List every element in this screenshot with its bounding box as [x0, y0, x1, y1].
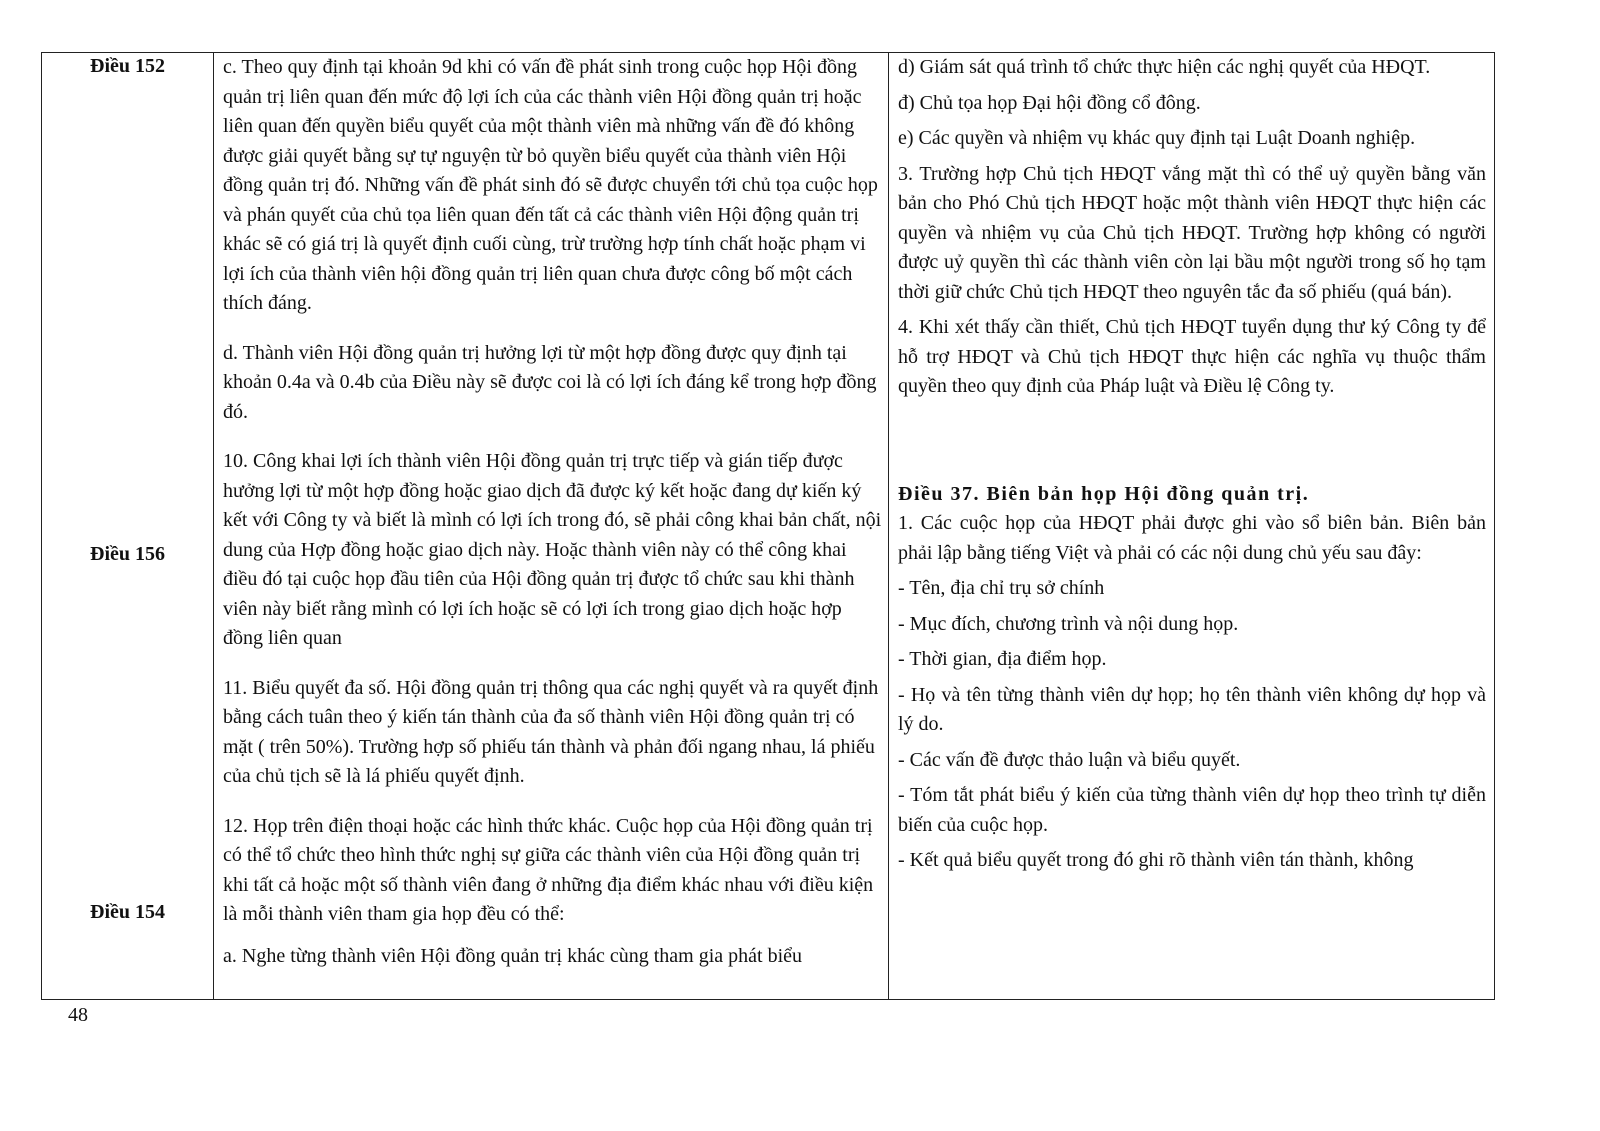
bullet-item: - Mục đích, chương trình và nội dung họp.: [898, 612, 1239, 635]
reference-column: [42, 53, 213, 999]
clause-c: c. Theo quy định tại khoản 9d khi có vấn đề phát sinh trong cuộc họp Hội đồng quản trị liên quan đến mức độ lợi ích của các thành viên Hội đồng quản trị hoặc liên quan đến quyền biểu quyết của một thành viên mà những vấn đề đó không được giải quyết bằng sự tự nguyện từ bỏ quyền biểu quyết của thành viên Hội đồng quản trị đó. Những vấn đề phát sinh đó sẽ được chuyển tới chủ tọa cuộc họp và phán quyết của chủ tọa liên quan đến tất cả các thành viên Hội động quản trị khác sẽ có giá trị là quyết định cuối cùng, trừ trường hợp tính chất hoặc phạm vi lợi ích của thành viên hội đồng quản trị liên quan chưa được công bố một cách thích đáng.: [223, 56, 878, 314]
page-number: 48: [68, 1004, 88, 1026]
column-divider: [213, 53, 214, 999]
bullet-item: - Họ và tên từng thành viên dự họp; họ tên thành viên không dự họp và lý do.: [898, 683, 1486, 735]
clause-d: d. Thành viên Hội đồng quản trị hưởng lợi từ một hợp đồng được quy định tại khoản 0.4a và 0.4b của Điều này sẽ được coi là có lợi ích đáng kể trong hợp đồng đó.: [223, 341, 877, 423]
amended-text-column: [898, 53, 1486, 999]
article-37-heading: Điều 37. Biên bản họp Hội đồng quản trị.: [898, 482, 1310, 505]
item-4: 4. Khi xét thấy cần thiết, Chủ tịch HĐQT tuyển dụng thư ký Công ty để hỗ trợ HĐQT và Chủ tịch HĐQT thực hiện các nghĩa vụ thuộc thẩm quyền theo quy định của Pháp luật và Điều lệ Công ty.: [898, 316, 1486, 397]
clause-11: 11. Biểu quyết đa số. Hội đồng quản trị thông qua các nghị quyết và ra quyết định bằng cách tuân theo ý kiến tán thành của đa số thành viên Hội đồng quản trị có mặt ( trên 50%). Trường hợp số phiếu tán thành và phản đối ngang nhau, lá phiếu của chủ tịch sẽ là lá phiếu quyết định.: [223, 676, 879, 787]
item-1: 1. Các cuộc họp của HĐQT phải được ghi vào sổ biên bản. Biên bản phải lập bằng tiếng Việt và phải có các nội dung chủ yếu sau đây:: [898, 512, 1486, 564]
column-divider: [888, 53, 889, 999]
original-text-column: [223, 53, 883, 999]
item-3: 3. Trường hợp Chủ tịch HĐQT vắng mặt thì có thể uỷ quyền bằng văn bản cho Phó Chủ tịch HĐQT hoặc một thành viên HĐQT thực hiện các quyền và nhiệm vụ của Chủ tịch HĐQT. Trường hợp không có người được uỷ quyền thì các thành viên còn lại bầu một người trong số họ tạm thời giữ chức Chủ tịch HĐQT theo nguyên tắc đa số phiếu (quá bán).: [898, 162, 1486, 303]
article-ref-156: Điều 156: [90, 543, 165, 565]
bullet-item: - Thời gian, địa điểm họp.: [898, 648, 1107, 670]
clause-12: 12. Họp trên điện thoại hoặc các hình thức khác. Cuộc họp của Hội đồng quản trị có thể tổ chức theo hình thức nghị sự giữa các thành viên của Hội đồng quản trị khi tất cả hoặc một số thành viên đang ở những địa điểm khác nhau với điều kiện là mỗi thành viên tham gia họp đều có thể:: [223, 814, 874, 925]
item-e: e) Các quyền và nhiệm vụ khác quy định tại Luật Doanh nghiệp.: [898, 127, 1416, 149]
item-d: d) Giám sát quá trình tổ chức thực hiện các nghị quyết của HĐQT.: [898, 56, 1431, 78]
bullet-item: - Các vấn đề được thảo luận và biểu quyết.: [898, 748, 1241, 771]
document-table: [41, 52, 1495, 1000]
bullet-item: - Tên, địa chỉ trụ sở chính: [898, 577, 1105, 599]
clause-12a: a. Nghe từng thành viên Hội đồng quản trị khác cùng tham gia phát biểu: [223, 944, 803, 967]
clause-10: 10. Công khai lợi ích thành viên Hội đồng quản trị trực tiếp và gián tiếp được hưởng lợi từ một hợp đồng hoặc giao dịch đã được ký kết hoặc đang dự kiến ký kết với Công ty và biết là mình có lợi ích trong đó, sẽ phải công khai bản chất, nội dung của Hợp đồng hoặc giao dịch này. Hoặc thành viên này có thể công khai điều đó tại cuộc họp đầu tiên của Hội đồng quản trị được tổ chức sau khi thành viên này biết rằng mình có lợi ích hoặc sẽ có lợi ích trong giao dịch hoặc hợp đồng liên quan: [223, 450, 882, 649]
bullet-item: - Tóm tắt phát biểu ý kiến của từng thành viên dự họp theo trình tự diễn biến của cuộc họp.: [898, 784, 1486, 836]
item-dd: đ) Chủ tọa họp Đại hội đồng cổ đông.: [898, 91, 1201, 114]
article-ref-152: Điều 152: [90, 55, 165, 77]
article-ref-154: Điều 154: [90, 901, 165, 923]
bullet-item: - Kết quả biểu quyết trong đó ghi rõ thành viên tán thành, không: [898, 849, 1414, 871]
